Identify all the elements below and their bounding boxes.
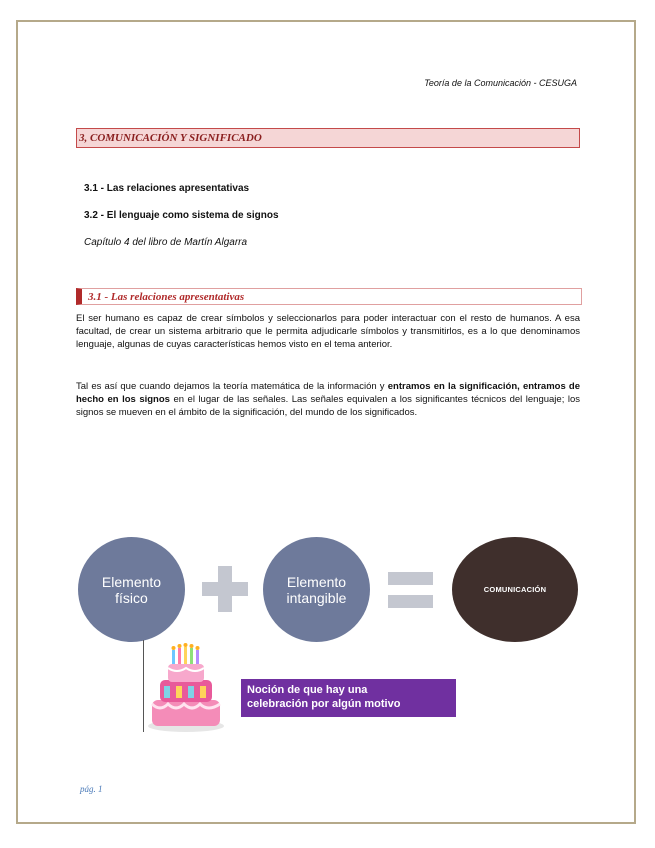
circle2-line1: Elemento — [286, 573, 347, 590]
section-title: 3, COMUNICACIÓN Y SIGNIFICADO — [79, 132, 262, 144]
toc-item-3-1: 3.1 - Las relaciones apresentativas — [84, 183, 250, 194]
equals-icon-bottom — [388, 595, 433, 608]
equals-icon-top — [388, 572, 433, 585]
birthday-cake-icon — [146, 642, 230, 734]
subsection-title: 3.1 - Las relaciones apresentativas — [88, 291, 245, 303]
connector-line — [143, 640, 144, 732]
physical-element-circle — [78, 537, 185, 642]
plus-icon-horizontal — [202, 582, 248, 596]
note-line2: celebración por algún motivo — [247, 698, 401, 710]
celebration-note-box — [241, 679, 456, 717]
section-heading-box — [76, 128, 580, 148]
paragraph-2 — [76, 380, 580, 419]
intangible-element-circle — [263, 537, 370, 642]
paragraph-1: El ser humano es capaz de crear símbolos y seleccionarlos para poder interactuar con el resto de humanos. A esa facultad, de crear un sistema arbitrario que le permita adjudicarle símbolos y transmitirlos, es a lo que denominamos lenguaje, algunas de cuyas características hemos visto en el tema anterior. — [76, 313, 580, 350]
paragraph-2-part1: Tal es así que cuando dejamos la teoría matemática de la información y — [76, 381, 388, 392]
circle1-line2: físico — [115, 589, 148, 606]
subsection-heading-box — [76, 288, 582, 305]
circle2-line2: intangible — [286, 589, 347, 606]
note-line1: Noción de que hay una — [247, 684, 368, 696]
communication-label: COMUNICACIÓN — [483, 585, 547, 594]
book-reference: Capítulo 4 del libro de Martín Algarra — [84, 237, 248, 248]
page-number: pág. 1 — [80, 784, 103, 794]
communication-circle — [452, 537, 578, 642]
paragraph-2-part2: en el lugar de las señales. Las señales equivalen a los significantes técnicos del lenguaje; los signos se mueven en el ámbito de la significación, del mundo de los significados. — [76, 394, 580, 418]
circle1-line1: Elemento — [101, 573, 162, 590]
toc-item-3-2: 3.2 - El lenguaje como sistema de signos — [84, 210, 279, 221]
running-header: Teoría de la Comunicación - CESUGA — [424, 78, 577, 88]
paragraph-2-bold: entramos en la significación, entramos de hecho en los signos — [76, 381, 580, 405]
